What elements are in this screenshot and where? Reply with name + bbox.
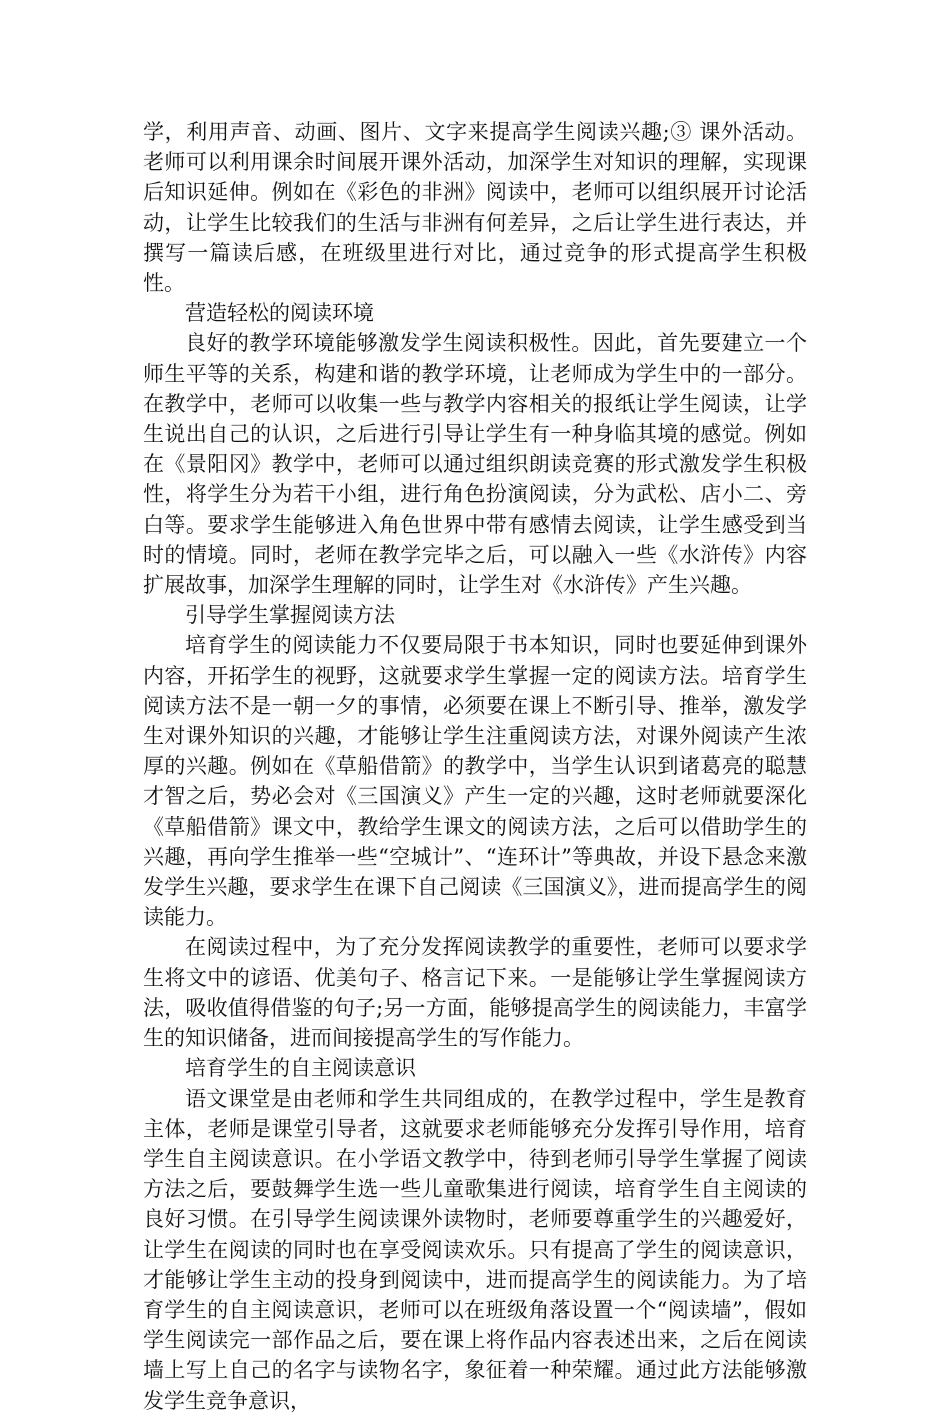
- section-heading-self-reading: 培育学生的自主阅读意识: [185, 1056, 416, 1081]
- paragraph-reading-methods: 培育学生的阅读能力不仅要局限于书本知识，同时也要延伸到课外内容，开拓学生的视野，这就要求学生掌握一定的阅读方法。培育学生阅读方法不是一朝一夕的事情，必须要在课上不断引导、推举，激发学生对课外知识的兴趣，才能够让学生注重阅读方法，对课外阅读产生浓厚的兴趣。例如在《草船借箭》的教学中，当学生认识到诸葛亮的聪慧才智之后，势必会对《三国演义》产生一定的兴趣，这时老师就要深化《草船借箭》课文中，教给学生课文的阅读方法，之后可以借助学生的兴趣，再向学生推举一些“空城计”、“连环计”等典故，并设下悬念来激发学生兴趣，要求学生在课下自己阅读《三国演义》，进而提高学生的阅读能力。: [143, 633, 807, 930]
- paragraph-reading-process: 在阅读过程中，为了充分发挥阅读教学的重要性，老师可以要求学生将文中的谚语、优美句子、格言记下来。一是能够让学生掌握阅读方法，吸收值得借鉴的句子;另一方面，能够提高学生的阅读能力，丰富学生的知识储备，进而间接提高学生的写作能力。: [143, 935, 807, 1051]
- section-heading-reading-methods: 引导学生掌握阅读方法: [185, 603, 395, 628]
- paragraph-self-reading: 语文课堂是由老师和学生共同组成的，在教学过程中，学生是教育主体，老师是课堂引导者，这就要求老师能够充分发挥引导作用，培育学生自主阅读意识。在小学语文教学中，待到老师引导学生掌握了阅读方法之后，要鼓舞学生选一些儿童歌集进行阅读，培育学生自主阅读的良好习惯。在引导学生阅读课外读物时，老师要尊重学生的兴趣爱好，让学生在阅读的同时也在享受阅读欢乐。只有提高了学生的阅读意识，才能够让学生主动的投身到阅读中，进而提高学生的阅读能力。为了培育学生的自主阅读意识，老师可以在班级角落设置一个“阅读墙”，假如学生阅读完一部作品之后，要在课上将作品内容表述出来，之后在阅读墙上写上自己的名字与读物名字，象征着一种荣耀。通过此方法能够激发学生竞争意识，: [143, 1086, 807, 1413]
- section-heading-reading-environment: 营造轻松的阅读环境: [185, 301, 374, 326]
- paragraph-reading-environment: 良好的教学环境能够激发学生阅读积极性。因此，首先要建立一个师生平等的关系，构建和谐的教学环境，让老师成为学生中的一部分。在教学中，老师可以收集一些与教学内容相关的报纸让学生阅读，让学生说出自己的认识，之后进行引导让学生有一种身临其境的感觉。例如在《景阳冈》教学中，老师可以通过组织朗读竞赛的形式激发学生积极性，将学生分为若干小组，进行角色扮演阅读，分为武松、店小二、旁白等。要求学生能够进入角色世界中带有感情去阅读，让学生感受到当时的情境。同时，老师在教学完毕之后，可以融入一些《水浒传》内容扩展故事，加深学生理解的同时，让学生对《水浒传》产生兴趣。: [143, 331, 807, 598]
- document-page: [143, 117, 807, 1416]
- paragraph-intro-continued: 学，利用声音、动画、图片、文字来提高学生阅读兴趣;③ 课外活动。老师可以利用课余时间展开课外活动，加深学生对知识的理解，实现课后知识延伸。例如在《彩色的非洲》阅读中，老师可以组织展开讨论活动，让学生比较我们的生活与非洲有何差异，之后让学生进行表达，并撰写一篇读后感，在班级里进行对比，通过竞争的形式提高学生积极性。: [143, 120, 807, 296]
